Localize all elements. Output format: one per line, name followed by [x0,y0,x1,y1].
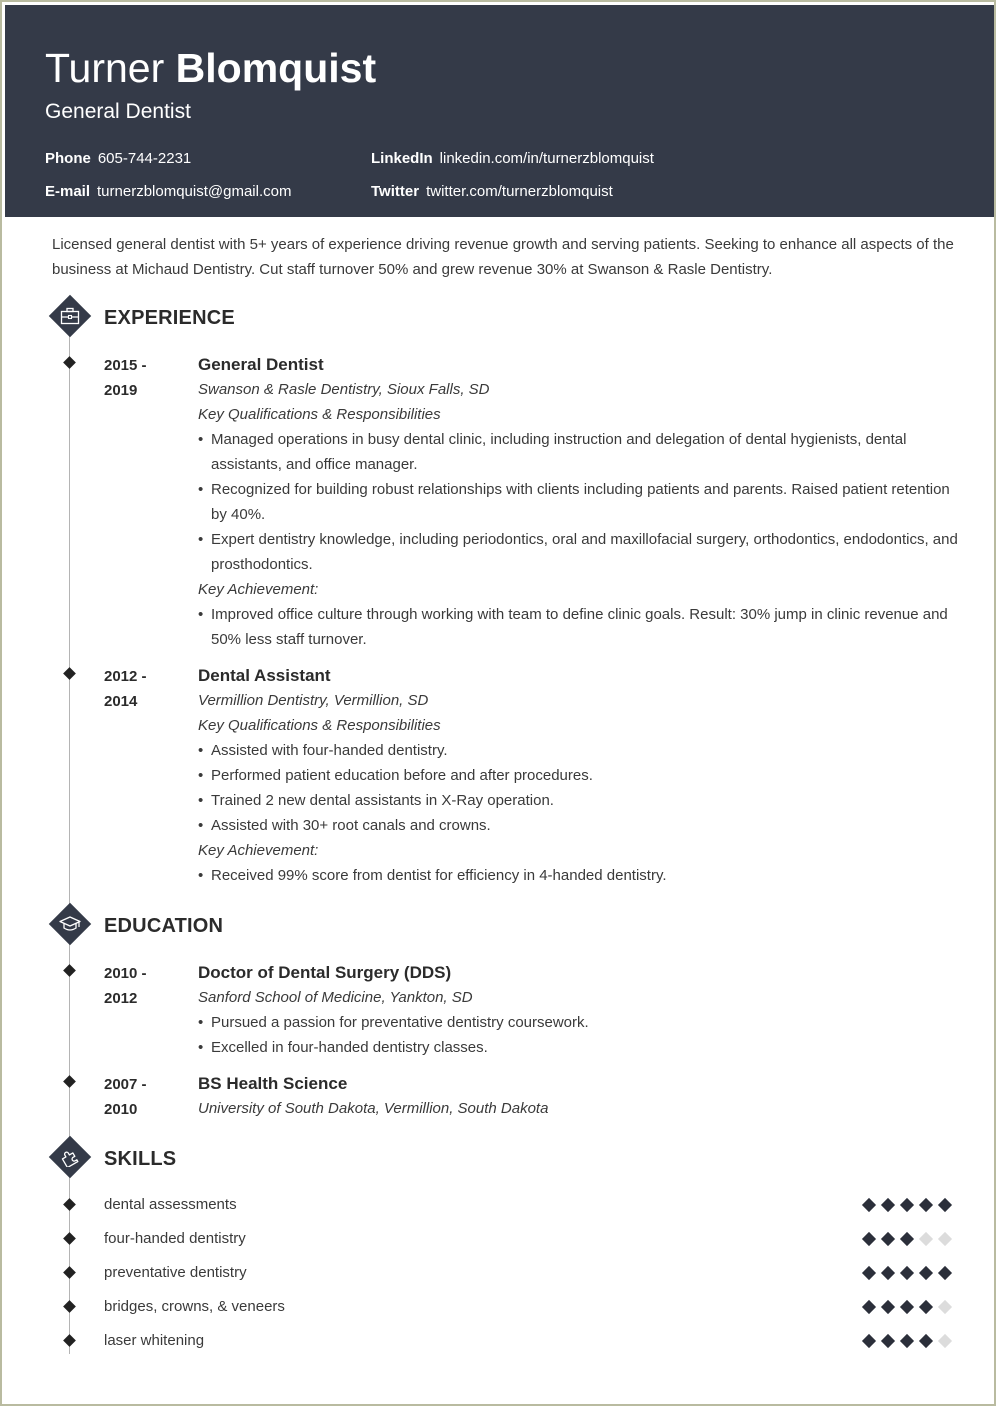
summary-text: Licensed general dentist with 5+ years of experience driving revenue growth and serving patients. Seeking to enhance all aspects of the business at Michaud Dentistry. Cut staff turnover 50% and grew revenue 30% at Swanson & Rasle Dentistry. [52,236,954,278]
first-name: Turner [45,45,165,91]
rating-filled-diamond [900,1266,914,1280]
rating-empty-diamond [938,1334,952,1348]
rating-filled-diamond [881,1300,895,1314]
date-end: 2012 [104,990,138,1007]
contact-label: Twitter [371,183,420,200]
entry-date [104,1072,147,1122]
timeline-dot [63,667,76,680]
list-item: • Pursued a passion for preventative dentistry coursework. [198,1010,958,1035]
list-item: • Assisted with 30+ root canals and crowns. [198,813,958,838]
section-title-skills: SKILLS [104,1148,177,1170]
skill-name: four-handed dentistry [104,1230,246,1247]
rating-empty-diamond [919,1232,933,1246]
skill-name: laser whitening [104,1332,205,1349]
achievements-list [198,602,958,652]
skill-rating [864,1234,950,1244]
last-name: Blomquist [175,45,377,91]
date-end: 2019 [104,382,138,399]
entry-date [104,353,147,403]
experience-entry [198,663,958,888]
list-item: • Expert dentistry knowledge, including periodontics, oral and maxillofacial surgery, orthodontics, endodontics, and prosthodontics. [198,527,958,577]
contact-label: E-mail [45,183,91,200]
list-item: • Managed operations in busy dental clinic, including instruction and delegation of dental hygienists, dental assistants, and office manager. [198,427,958,477]
entry-title: Doctor of Dental Surgery (DDS) [198,963,452,982]
timeline-dot [63,356,76,369]
timeline-dot [63,1075,76,1088]
achievements-list [198,863,958,888]
timeline-dot [63,1266,76,1279]
briefcase-icon [48,294,92,338]
rating-filled-diamond [919,1266,933,1280]
timeline-dot [63,1232,76,1245]
puzzle-icon [48,1135,92,1179]
contact-label: Phone [45,150,91,167]
entry-organization: University of South Dakota, Vermillion, South Dakota [198,1100,549,1117]
entry-organization: Swanson & Rasle Dentistry, Sioux Falls, SD [198,381,490,398]
skill-name: bridges, crowns, & veneers [104,1298,285,1315]
date-end: 2010 [104,1101,138,1118]
skill-rating [864,1268,950,1278]
entry-date [104,664,147,714]
achievement-heading: Key Achievement: [198,581,319,598]
list-item: • Recognized for building robust relationships with clients including patients and parents. Raised patient retention by 40%. [198,477,958,527]
phone-value: 605-744-2231 [97,150,192,167]
rating-filled-diamond [900,1198,914,1212]
rating-filled-diamond [919,1334,933,1348]
timeline-dot [63,1198,76,1211]
entry-title: General Dentist [198,355,324,374]
timeline-line [69,332,70,904]
education-entry [198,1071,958,1121]
rating-filled-diamond [862,1198,876,1212]
list-item: • Improved office culture through working with team to define clinic goals. Result: 30% jump in clinic revenue and 50% less staff turnover. [198,602,958,652]
entry-organization: Sanford School of Medicine, Yankton, SD [198,989,473,1006]
date-start: 2012 - [104,668,147,685]
responsibilities-list [198,738,958,838]
skill-name: dental assessments [104,1196,237,1213]
rating-filled-diamond [900,1232,914,1246]
entry-organization: Vermillion Dentistry, Vermillion, SD [198,692,429,709]
entry-date [104,961,147,1011]
rating-filled-diamond [881,1334,895,1348]
rating-filled-diamond [862,1300,876,1314]
list-item: • Received 99% score from dentist for efficiency in 4-handed dentistry. [198,863,958,888]
education-details-list [198,1010,958,1060]
rating-filled-diamond [938,1266,952,1280]
rating-filled-diamond [881,1232,895,1246]
rating-filled-diamond [919,1300,933,1314]
responsibilities-heading: Key Qualifications & Responsibilities [198,406,441,423]
twitter-link[interactable]: twitter.com/turnerzblomquist [426,183,613,200]
responsibilities-list [198,427,958,577]
list-item: • Performed patient education before and after procedures. [198,763,958,788]
date-end: 2014 [104,693,138,710]
section-title-experience: EXPERIENCE [104,307,235,329]
timeline-dot [63,1300,76,1313]
education-entry [198,960,958,1060]
rating-filled-diamond [900,1300,914,1314]
rating-filled-diamond [938,1198,952,1212]
job-title: General Dentist [45,100,191,123]
entry-title: Dental Assistant [198,666,331,685]
contact-phone [45,149,191,169]
resume-header [5,5,995,217]
contact-twitter [371,182,613,202]
experience-entry [198,352,958,652]
rating-filled-diamond [862,1334,876,1348]
rating-empty-diamond [938,1232,952,1246]
timeline-dot [63,964,76,977]
rating-filled-diamond [862,1266,876,1280]
skill-rating [864,1200,950,1210]
section-title-education: EDUCATION [104,915,224,937]
date-start: 2010 - [104,965,147,982]
rating-filled-diamond [881,1198,895,1212]
rating-filled-diamond [900,1334,914,1348]
linkedin-link[interactable]: linkedin.com/in/turnerzblomquist [439,150,654,167]
date-start: 2015 - [104,357,147,374]
rating-empty-diamond [938,1300,952,1314]
list-item: • Assisted with four-handed dentistry. [198,738,958,763]
rating-filled-diamond [919,1198,933,1212]
candidate-name [45,43,376,93]
skill-rating [864,1336,950,1346]
timeline-dot [63,1334,76,1347]
rating-filled-diamond [862,1232,876,1246]
contact-linkedin [371,149,654,169]
graduation-cap-icon [48,902,92,946]
skill-rating [864,1302,950,1312]
rating-filled-diamond [881,1266,895,1280]
entry-title: BS Health Science [198,1074,348,1093]
contact-label: LinkedIn [371,150,433,167]
list-item: • Trained 2 new dental assistants in X-Ray operation. [198,788,958,813]
date-start: 2007 - [104,1076,147,1093]
achievement-heading: Key Achievement: [198,842,319,859]
responsibilities-heading: Key Qualifications & Responsibilities [198,717,441,734]
email-link[interactable]: turnerzblomquist@gmail.com [97,183,292,200]
skill-name: preventative dentistry [104,1264,247,1281]
contact-email [45,182,291,202]
list-item: • Excelled in four-handed dentistry classes. [198,1035,958,1060]
